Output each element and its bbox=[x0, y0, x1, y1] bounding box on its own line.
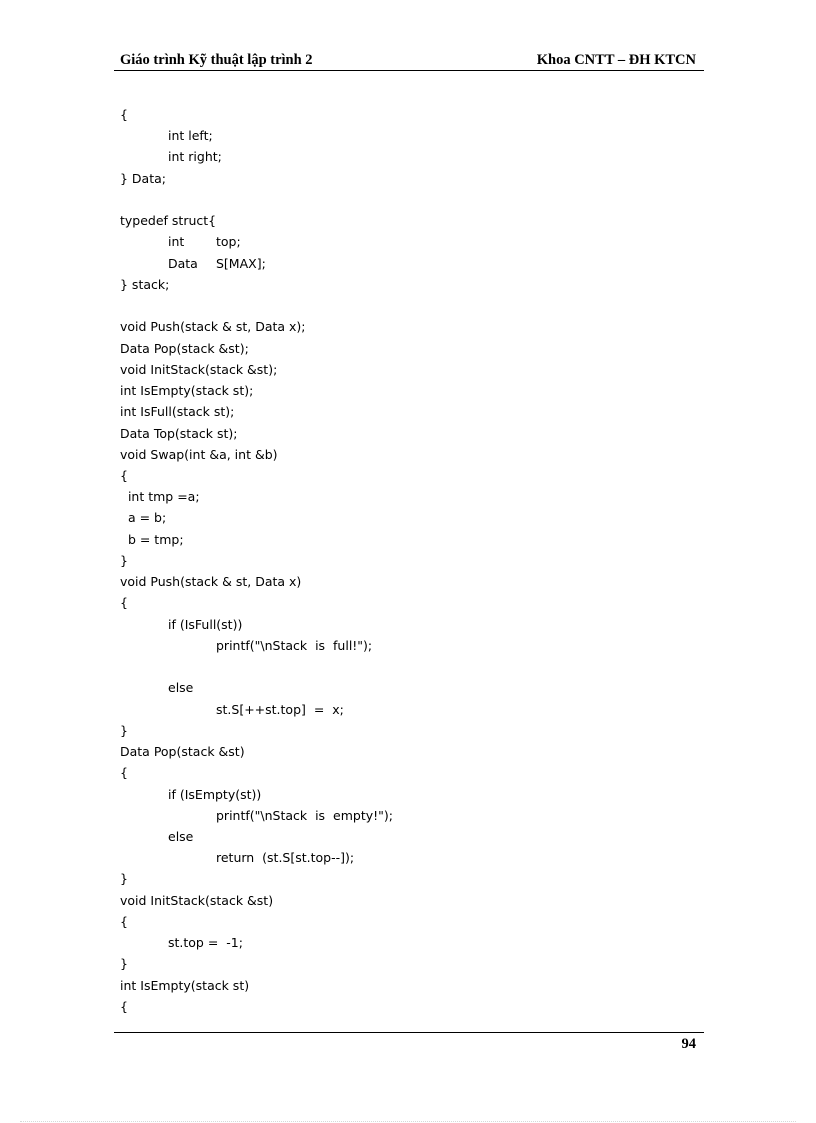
code-text: } bbox=[120, 871, 128, 887]
code-line bbox=[120, 932, 700, 953]
code-text: int bbox=[168, 234, 185, 250]
code-line bbox=[120, 189, 700, 210]
code-text: } bbox=[120, 956, 128, 972]
page-number: 94 bbox=[681, 1036, 696, 1052]
code-line bbox=[120, 635, 700, 656]
code-text: void Push(stack & st, Data x) bbox=[120, 574, 302, 590]
code-text-column2: top; bbox=[216, 234, 241, 250]
code-text: printf("\nStack is empty!"); bbox=[216, 807, 393, 823]
code-line bbox=[120, 550, 700, 571]
code-line bbox=[120, 741, 700, 762]
code-text: } bbox=[120, 722, 128, 738]
code-line bbox=[120, 699, 700, 720]
code-text: printf("\nStack is full!"); bbox=[216, 637, 373, 653]
code-text: int IsFull(stack st); bbox=[120, 404, 235, 420]
code-line bbox=[120, 380, 700, 401]
code-text: void Push(stack & st, Data x); bbox=[120, 319, 306, 335]
code-text: { bbox=[120, 467, 128, 483]
code-text: st.S[++st.top] = x; bbox=[216, 701, 344, 717]
page-edge-dots bbox=[20, 1121, 796, 1122]
code-line bbox=[120, 677, 700, 698]
code-line bbox=[120, 953, 700, 974]
code-text: void InitStack(stack &st); bbox=[120, 361, 278, 377]
code-line bbox=[120, 274, 700, 295]
code-line bbox=[120, 784, 700, 805]
code-line bbox=[120, 125, 700, 146]
code-line bbox=[120, 762, 700, 783]
code-line bbox=[120, 316, 700, 337]
code-text: Data Pop(stack &st); bbox=[120, 340, 249, 356]
code-text: { bbox=[120, 595, 128, 611]
code-line bbox=[120, 720, 700, 741]
code-text: { bbox=[120, 913, 128, 929]
code-text: { bbox=[120, 107, 128, 122]
code-line bbox=[120, 401, 700, 422]
code-line bbox=[120, 253, 700, 274]
code-line bbox=[120, 996, 700, 1017]
code-line bbox=[120, 571, 700, 592]
code-line bbox=[120, 146, 700, 167]
code-text: st.top = -1; bbox=[168, 935, 243, 951]
code-text: int tmp =a; bbox=[120, 489, 200, 505]
code-line bbox=[120, 826, 700, 847]
code-line bbox=[120, 592, 700, 613]
code-line bbox=[120, 847, 700, 868]
footer-rule bbox=[114, 1032, 704, 1033]
code-line bbox=[120, 104, 700, 125]
code-text: Data Pop(stack &st) bbox=[120, 744, 245, 760]
code-text: } stack; bbox=[120, 276, 170, 292]
code-text: int IsEmpty(stack st) bbox=[120, 977, 250, 993]
code-text: int right; bbox=[168, 149, 222, 165]
code-text: void InitStack(stack &st) bbox=[120, 892, 274, 908]
code-line bbox=[120, 486, 700, 507]
code-line bbox=[120, 975, 700, 996]
code-line bbox=[120, 529, 700, 550]
code-text: } Data; bbox=[120, 170, 166, 186]
code-text: else bbox=[168, 828, 194, 844]
code-line bbox=[120, 295, 700, 316]
code-line bbox=[120, 890, 700, 911]
code-line bbox=[120, 338, 700, 359]
code-line bbox=[120, 423, 700, 444]
code-text: int IsEmpty(stack st); bbox=[120, 383, 254, 399]
code-line bbox=[120, 210, 700, 231]
code-line bbox=[120, 868, 700, 889]
code-listing bbox=[120, 104, 700, 1017]
code-line bbox=[120, 805, 700, 826]
code-line bbox=[120, 911, 700, 932]
code-text: { bbox=[120, 765, 128, 781]
code-text: Data Top(stack st); bbox=[120, 425, 238, 441]
header-department: Khoa CNTT – ĐH KTCN bbox=[536, 52, 696, 68]
code-line bbox=[120, 231, 700, 252]
code-line bbox=[120, 614, 700, 635]
header-course-title: Giáo trình Kỹ thuật lập trình 2 bbox=[120, 52, 313, 68]
code-text: if (IsEmpty(st)) bbox=[168, 786, 262, 802]
code-text: void Swap(int &a, int &b) bbox=[120, 446, 278, 462]
code-text-column2: S[MAX]; bbox=[216, 255, 266, 271]
code-line bbox=[120, 359, 700, 380]
code-line bbox=[120, 656, 700, 677]
code-text: return (st.S[st.top--]); bbox=[216, 850, 355, 866]
code-text: a = b; bbox=[120, 510, 167, 526]
code-line bbox=[120, 507, 700, 528]
code-text: } bbox=[120, 552, 128, 568]
code-line bbox=[120, 465, 700, 486]
code-line bbox=[120, 168, 700, 189]
code-text: else bbox=[168, 680, 194, 696]
code-line bbox=[120, 444, 700, 465]
code-text: if (IsFull(st)) bbox=[168, 616, 243, 632]
code-text: int left; bbox=[168, 128, 213, 144]
code-text: typedef struct{ bbox=[120, 213, 217, 229]
code-text: b = tmp; bbox=[120, 531, 184, 547]
code-text: Data bbox=[168, 255, 198, 271]
page-header bbox=[114, 50, 704, 71]
code-text: { bbox=[120, 998, 128, 1014]
